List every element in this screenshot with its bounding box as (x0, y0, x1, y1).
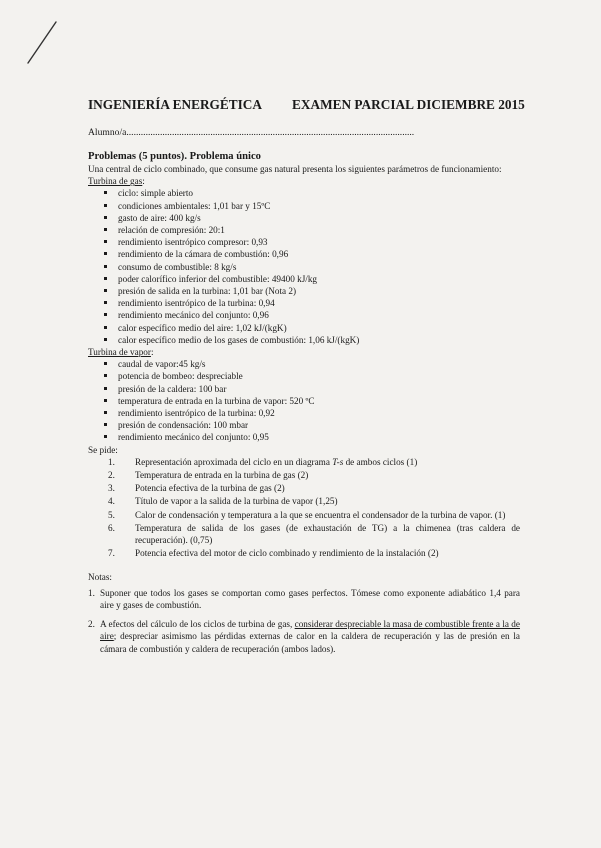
question-item: 1. Representación aproximada del ciclo en un diagrama T-s de ambos ciclos (1) (108, 456, 418, 467)
subject-title: INGENIERÍA ENERGÉTICA (88, 97, 263, 112)
question-item: 2. Temperatura de entrada en la turbina de gas (2) (108, 470, 309, 481)
list-item: rendimiento mecánico del conjunto: 0,95 (104, 431, 520, 443)
question-item: 4. Título de vapor a la salida de la turbina de vapor (1,25) (108, 496, 338, 507)
questions-list (88, 456, 520, 560)
list-item: calor específico medio del aire: 1,02 kJ/(kgK) (104, 322, 520, 334)
steam-turbine-heading: Turbina de vapor: (88, 347, 154, 358)
notes-title: Notas: (88, 571, 112, 582)
handwritten-slash-mark (22, 20, 62, 65)
asks-label: Se pide: (88, 444, 118, 455)
gas-turbine-list (88, 187, 520, 346)
gas-turbine-heading: Turbina de gas: (88, 176, 145, 187)
problem-title: Problemas (5 puntos). Problema único (88, 151, 261, 162)
list-item: gasto de aire: 400 kg/s (104, 212, 520, 224)
list-item: presión de condensación: 100 mbar (104, 419, 520, 431)
list-item: rendimiento mecánico del conjunto: 0,96 (104, 309, 520, 321)
list-item: presión de salida en la turbina: 1,01 bar (Nota 2) (104, 285, 520, 297)
list-item: calor específico medio de los gases de combustión: 1,06 kJ/(kgK) (104, 334, 520, 346)
question-item: 7. Potencia efectiva del motor de ciclo combinado y rendimiento de la instalación (2) (108, 548, 439, 559)
list-item: consumo de combustible: 8 kg/s (104, 261, 520, 273)
list-item: rendimiento de la cámara de combustión: 0,96 (104, 248, 520, 260)
list-item: relación de compresión: 20:1 (104, 224, 520, 236)
list-item: rendimiento isentrópico de la turbina: 0,94 (104, 297, 520, 309)
note-item: 1. Suponer que todos los gases se comportan como gases perfectos. Tómese como exponente adiabático 1,4 para aire y gases de combustión. (88, 587, 520, 610)
list-item: rendimiento isentrópico de la turbina: 0,92 (104, 407, 520, 419)
problem-section (88, 150, 520, 662)
student-name-line (88, 127, 414, 138)
list-item: poder calorífico inferior del combustible: 49400 kJ/kg (104, 273, 520, 285)
question-item: 3. Potencia efectiva de la turbina de gas (2) (108, 483, 285, 494)
list-item: caudal de vapor:45 kg/s (104, 358, 520, 370)
note-item: 2. A efectos del cálculo de los ciclos de turbina de gas, considerar despreciable la masa de combustible frente a la de aire; despreciar asimismo las pérdidas externas de calor en la caldera de recuperación y las de presión en la cámara de combustión y caldera de recuperación (ambos lados). (88, 619, 520, 654)
student-dots: ........................................................................................................................ (126, 127, 415, 138)
list-item: temperatura de entrada en la turbina de vapor: 520 ºC (104, 395, 520, 407)
question-item: 6. Temperatura de salida de los gases (de exhaustación de TG) a la chimenea (tras caldera de recuperación). (0,75) (108, 522, 520, 546)
list-item: ciclo: simple abierto (104, 187, 520, 199)
list-item: condiciones ambientales: 1,01 bar y 15ºC (104, 200, 520, 212)
list-item: rendimiento isentrópico compresor: 0,93 (104, 236, 520, 248)
notes-list (88, 587, 520, 655)
exam-title: EXAMEN PARCIAL DICIEMBRE 2015 (292, 97, 525, 112)
steam-turbine-list (88, 358, 520, 443)
list-item: potencia de bombeo: despreciable (104, 370, 520, 382)
student-label: Alumno/a (88, 127, 127, 138)
list-item: presión de la caldera: 100 bar (104, 383, 520, 395)
problem-intro: Una central de ciclo combinado, que consume gas natural presenta los siguientes parámetros de funcionamiento: (88, 164, 502, 174)
question-item: 5. Calor de condensación y temperatura a la que se encuentra el condensador de la turbina de vapor. (1) (108, 509, 506, 520)
